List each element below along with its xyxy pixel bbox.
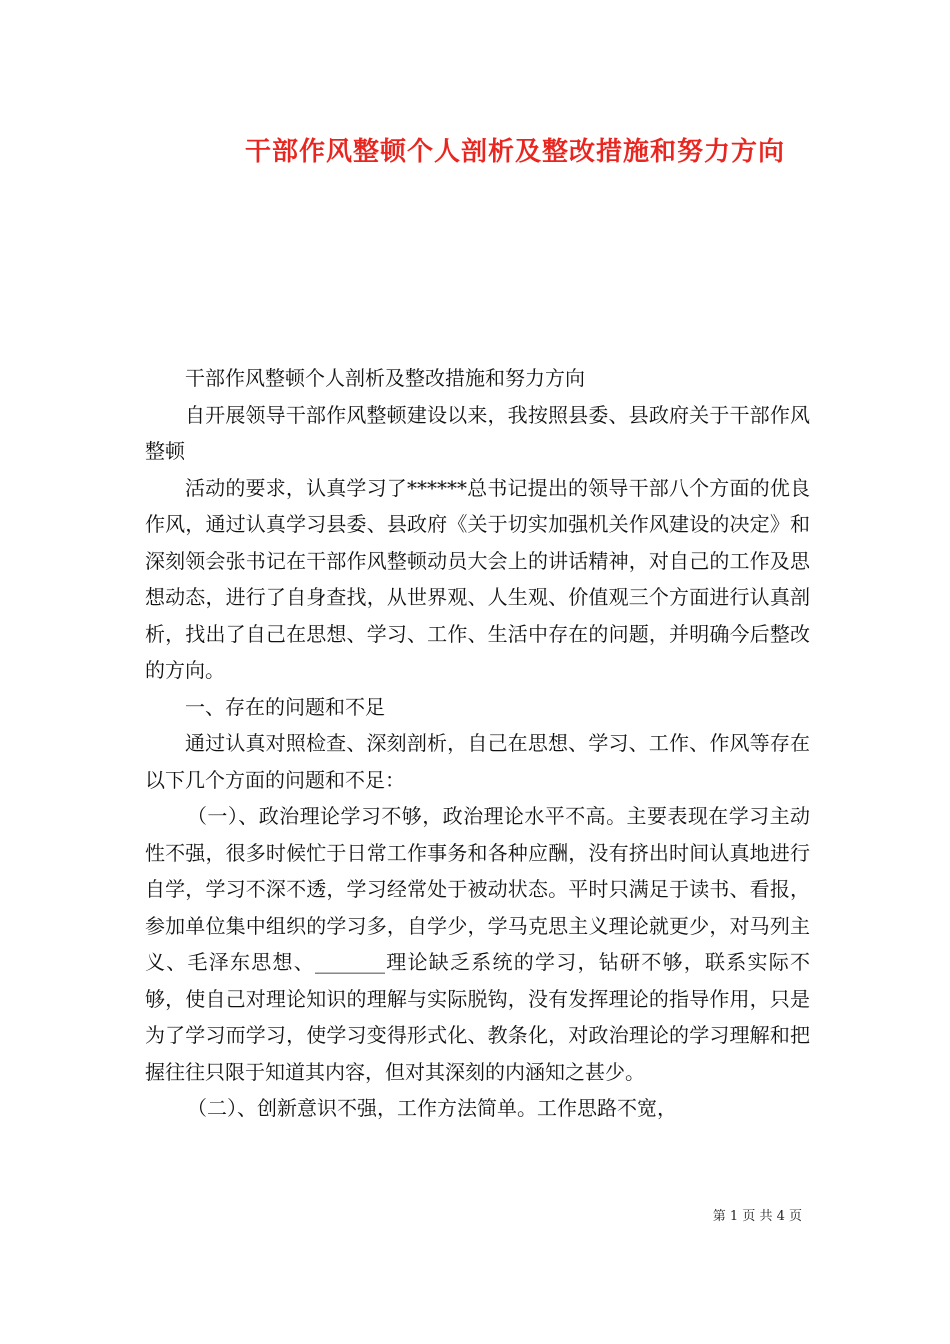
paragraph-activity: 活动的要求，认真学习了******总书记提出的领导干部八个方面的优良作风，通过认真学习县委、县政府《关于切实加强机关作风建设的决定》和深刻领会张书记在干部作风整顿动员大会上的讲话精神，对自己的工作及思想动态，进行了自身查找，从世界观、人生观、价值观三个方面进行认真剖析，找出了自己在思想、学习、工作、生活中存在的问题，并明确今后整改的方向。: [145, 475, 810, 682]
paragraph-problem-1: （一）、政治理论学习不够，政治理论水平不高。主要表现在学习主动性不强，很多时候忙于日常工作事务和各种应酬，没有挤出时间认真地进行自学，学习不深不透，学习经常处于被动状态。平时只满足于读书、看报，参加单位集中组织的学习多，自学少，学马克思主义理论就更少，对马列主义、毛泽东思想、_______理论缺乏系统的学习，钻研不够，联系实际不够，使自己对理论知识的理解与实际脱钩，没有发挥理论的指导作用，只是为了学习而学习，使学习变得形式化、教条化，对政治理论的学习理解和把握往往只限于知道其内容，但对其深刻的内涵知之甚少。: [145, 804, 810, 1084]
paragraph-problems-intro: 通过认真对照检查、深刻剖析，自己在思想、学习、工作、作风等存在以下几个方面的问题和不足：: [145, 731, 810, 792]
paragraph-problem-2: （二）、创新意识不强，工作方法简单。工作思路不宽，: [187, 1096, 677, 1120]
page-number: 第 1 页 共 4 页: [712, 1209, 802, 1224]
document-title: 干部作风整顿个人剖析及整改措施和努力方向: [244, 137, 785, 167]
section-heading-problems: 一、存在的问题和不足: [185, 694, 385, 719]
paragraph-intro: 自开展领导干部作风整顿建设以来，我按照县委、县政府关于干部作风整顿: [145, 402, 810, 463]
document-body: [145, 360, 810, 1127]
paragraph-subtitle: 干部作风整顿个人剖析及整改措施和努力方向: [185, 366, 585, 390]
